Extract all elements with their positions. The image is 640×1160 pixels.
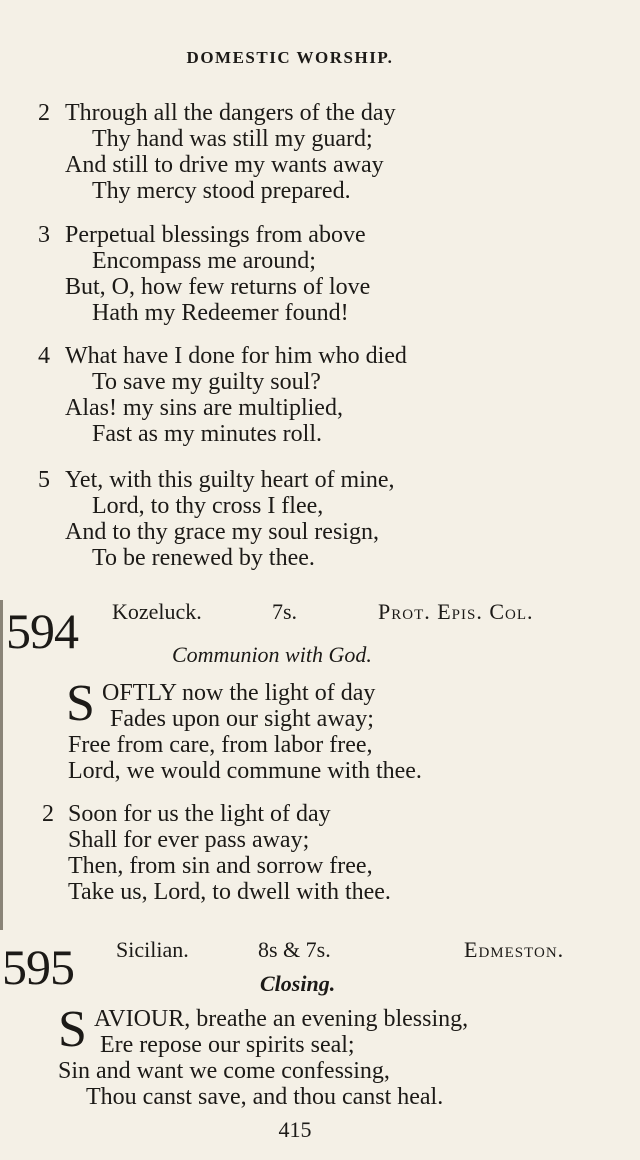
verse-line: Then, from sin and sorrow free,: [68, 853, 373, 879]
verse-line: Thy hand was still my guard;: [92, 126, 373, 152]
verse-line: Sin and want we come confessing,: [58, 1058, 390, 1084]
verse-line: Through all the dangers of the day: [65, 100, 396, 126]
hymn-number: 594: [6, 603, 78, 659]
verse-line: To save my guilty soul?: [92, 369, 321, 395]
page-edge-shadow: [0, 600, 3, 930]
verse-line: And to thy grace my soul resign,: [65, 519, 379, 545]
verse-line: Free from care, from labor free,: [68, 732, 373, 758]
stanza-number: 5: [38, 467, 50, 493]
drop-cap: S: [58, 1001, 87, 1058]
verse-line: Ere repose our spirits seal;: [100, 1032, 355, 1058]
hymn-subtitle: Communion with God.: [172, 642, 372, 667]
drop-cap: S: [66, 675, 95, 732]
verse-line: Thy mercy stood prepared.: [92, 178, 351, 204]
verse-line: Shall for ever pass away;: [68, 827, 310, 853]
composer: Prot. Epis. Col.: [378, 599, 534, 624]
hymn-subtitle: Closing.: [260, 971, 336, 996]
stanza-number: 2: [38, 100, 50, 126]
verse-line: And still to drive my wants away: [65, 152, 384, 178]
meter: 7s.: [272, 599, 298, 624]
verse-line: Lord, we would commune with thee.: [68, 758, 422, 784]
stanza-number: 2: [42, 801, 54, 827]
meter: 8s & 7s.: [258, 937, 331, 962]
verse-line: Thou canst save, and thou canst heal.: [86, 1084, 444, 1110]
verse-line: Fast as my minutes roll.: [92, 421, 322, 447]
tune-name: Kozeluck.: [112, 599, 202, 624]
stanza-number: 3: [38, 222, 50, 248]
verse-line: Fades upon our sight away;: [110, 706, 374, 732]
verse-line: Hath my Redeemer found!: [92, 300, 349, 326]
verse-line: Perpetual blessings from above: [65, 222, 366, 248]
hymn-number: 595: [2, 939, 74, 995]
composer: Edmeston.: [464, 937, 565, 962]
verse-line: But, O, how few returns of love: [65, 274, 371, 300]
verse-line: What have I done for him who died: [65, 343, 407, 369]
tune-name: Sicilian.: [116, 937, 189, 962]
verse-line: Take us, Lord, to dwell with thee.: [68, 879, 391, 905]
verse-line: AVIOUR, breathe an evening blessing,: [94, 1006, 469, 1032]
verse-line: Soon for us the light of day: [68, 801, 331, 827]
stanza-number: 4: [38, 343, 50, 369]
running-head: DOMESTIC WORSHIP.: [186, 48, 394, 67]
verse-line: OFTLY now the light of day: [102, 680, 376, 706]
verse-line: To be renewed by thee.: [92, 545, 315, 571]
verse-line: Yet, with this guilty heart of mine,: [65, 467, 395, 493]
verse-line: Lord, to thy cross I flee,: [92, 493, 324, 519]
page-number: 415: [278, 1117, 312, 1142]
verse-line: Alas! my sins are multiplied,: [65, 395, 343, 421]
verse-line: Encompass me around;: [92, 248, 316, 274]
